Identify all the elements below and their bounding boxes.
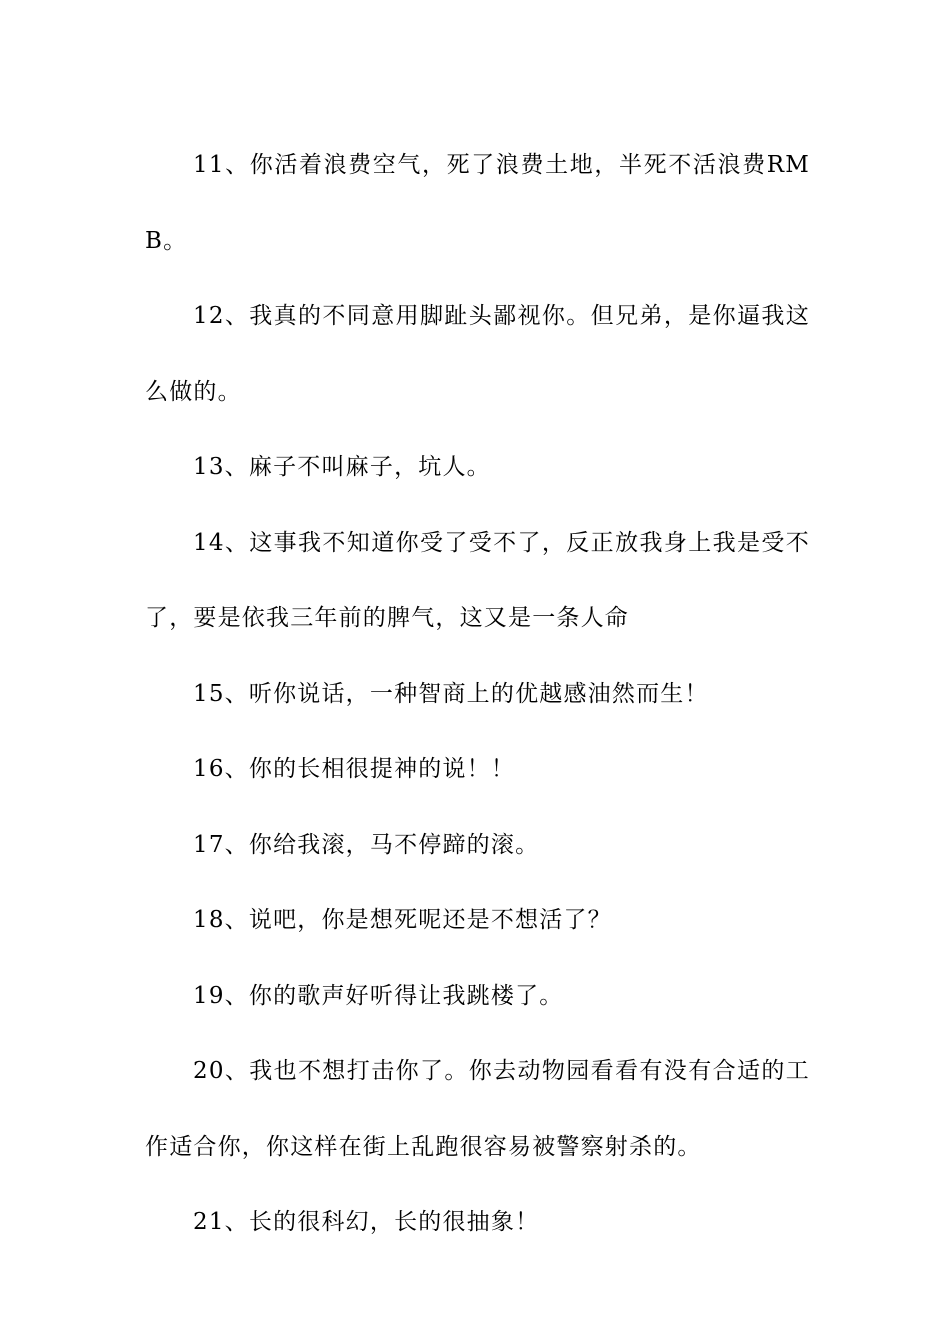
paragraph-17: 17、你给我滚，马不停蹄的滚。 xyxy=(193,831,540,858)
paragraph-20: 20、我也不想打击你了。你去动物园看看有没有合适的工作适合你，你这样在街上乱跑很容易被警察射杀的。 xyxy=(145,1058,810,1160)
paragraph-15: 15、听你说话，一种智商上的优越感油然而生！ xyxy=(193,680,709,707)
paragraph-16: 16、你的长相很提神的说！！ xyxy=(193,756,516,782)
paragraph-18: 18、说吧，你是想死呢还是不想活了？ xyxy=(193,907,612,933)
paragraph-12: 12、我真的不同意用脚趾头鄙视你。但兄弟，是你逼我这么做的。 xyxy=(145,303,810,405)
paragraph-21: 21、长的很科幻，长的很抽象！ xyxy=(193,1209,540,1235)
paragraph-14: 14、这事我不知道你受了受不了，反正放我身上我是受不了，要是依我三年前的脾气，这又是一条人命 xyxy=(145,529,810,631)
paragraph-19: 19、你的歌声好听得让我跳楼了。 xyxy=(193,982,564,1009)
paragraph-11: 11、你活着浪费空气，死了浪费土地，半死不活浪费RMB。 xyxy=(145,152,810,254)
paragraph-13: 13、麻子不叫麻子，坑人。 xyxy=(193,454,491,480)
document-body xyxy=(145,128,810,1261)
